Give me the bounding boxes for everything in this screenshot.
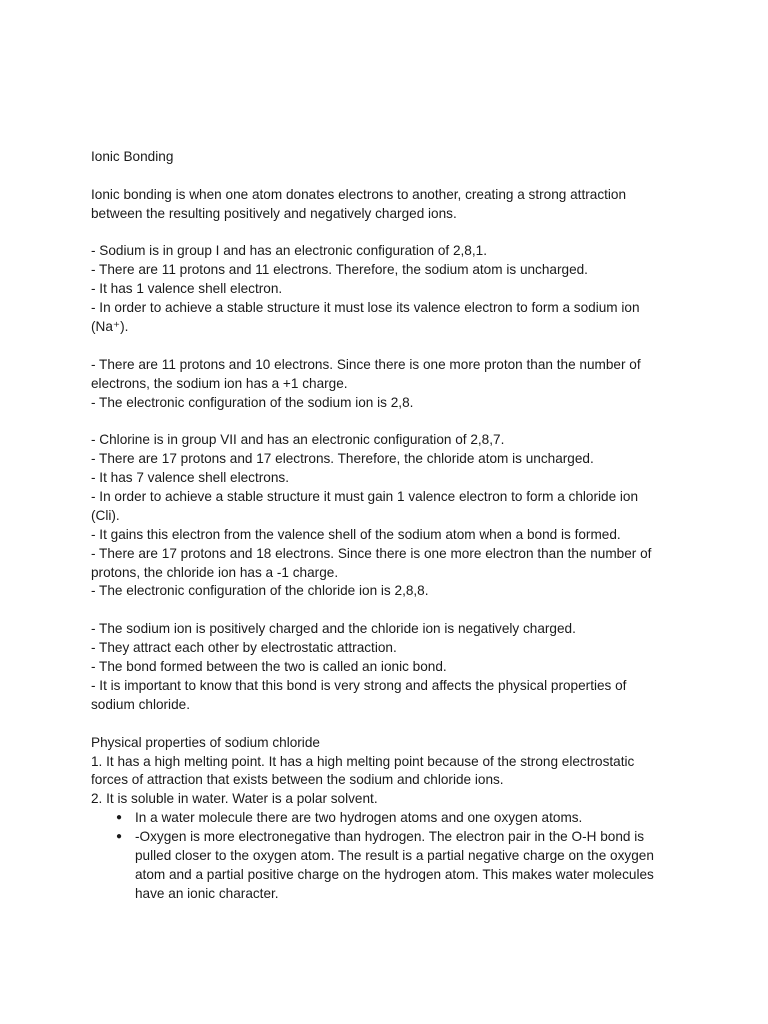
sodium-line: (Na⁺).: [91, 319, 129, 335]
bond-line: - They attract each other by electrostatic attraction.: [91, 640, 397, 656]
spacer: [91, 601, 681, 620]
sodium-ion-line: - There are 11 protons and 10 electrons. Since there is one more proton than the number of: [91, 356, 641, 372]
bond-line: - It is important to know that this bond is very strong and affects the physical properties of: [91, 677, 627, 693]
chlorine-line: - There are 17 protons and 18 electrons. Since there is one more electron than the number of: [91, 545, 652, 561]
sodium-ion-line: - The electronic configuration of the sodium ion is 2,8.: [91, 394, 414, 410]
spacer: [91, 715, 681, 734]
properties-line: 1. It has a high melting point. It has a high melting point because of the strong electrostatic: [91, 753, 635, 769]
chlorine-line: protons, the chloride ion has a -1 charge.: [91, 564, 339, 580]
chlorine-line: - It has 7 valence shell electrons.: [91, 470, 289, 486]
chlorine-line: (Cli).: [91, 507, 120, 523]
list-item: [91, 809, 681, 828]
chlorine-line: - Chlorine is in group VII and has an electronic configuration of 2,8,7.: [91, 432, 505, 448]
sodium-line: - Sodium is in group I and has an electronic configuration of 2,8,1.: [91, 243, 487, 259]
sodium-line: - There are 11 protons and 11 electrons. Therefore, the sodium atom is uncharged.: [91, 262, 588, 278]
list-item: [91, 828, 681, 904]
bullet-icon: ●: [116, 831, 123, 843]
bond-line: - The sodium ion is positively charged and the chloride ion is negatively charged.: [91, 621, 576, 637]
bullet-line: -Oxygen is more electronegative than hydrogen. The electron pair in the O-H bond is: [135, 829, 645, 845]
chlorine-line: - The electronic configuration of the chloride ion is 2,8,8.: [91, 583, 429, 599]
intro-line: Ionic bonding is when one atom donates electrons to another, creating a strong attraction: [91, 186, 627, 202]
bullet-icon: ●: [116, 812, 123, 824]
spacer: [91, 412, 681, 431]
spacer: [91, 167, 681, 186]
document-title: Ionic Bonding: [91, 149, 174, 164]
sodium-line: - It has 1 valence shell electron.: [91, 281, 283, 297]
document-page: [91, 148, 681, 904]
sodium-line: - In order to achieve a stable structure it must lose its valence electron to form a sodium ion: [91, 300, 640, 316]
bond-line: sodium chloride.: [91, 696, 190, 712]
bullet-line: In a water molecule there are two hydrogen atoms and one oxygen atoms.: [135, 810, 583, 826]
properties-line: 2. It is soluble in water. Water is a polar solvent.: [91, 791, 378, 807]
bond-line: - The bond formed between the two is called an ionic bond.: [91, 659, 447, 675]
spacer: [91, 337, 681, 356]
bullet-line: atom and a partial positive charge on the hydrogen atom. This makes water molecules: [135, 866, 654, 882]
bullet-line: have an ionic character.: [135, 885, 279, 901]
chlorine-line: - It gains this electron from the valence shell of the sodium atom when a bond is formed.: [91, 526, 621, 542]
properties-line: forces of attraction that exists between the sodium and chloride ions.: [91, 772, 504, 788]
sodium-ion-line: electrons, the sodium ion has a +1 charge.: [91, 375, 348, 391]
chlorine-line: - In order to achieve a stable structure it must gain 1 valence electron to form a chloride ion: [91, 489, 639, 505]
spacer: [91, 224, 681, 243]
bullet-line: pulled closer to the oxygen atom. The result is a partial negative charge on the oxygen: [135, 847, 654, 863]
bullet-list: [91, 809, 681, 903]
chlorine-line: - There are 17 protons and 17 electrons. Therefore, the chloride atom is uncharged.: [91, 451, 594, 467]
intro-line: between the resulting positively and negatively charged ions.: [91, 205, 457, 221]
properties-heading: Physical properties of sodium chloride: [91, 734, 320, 750]
